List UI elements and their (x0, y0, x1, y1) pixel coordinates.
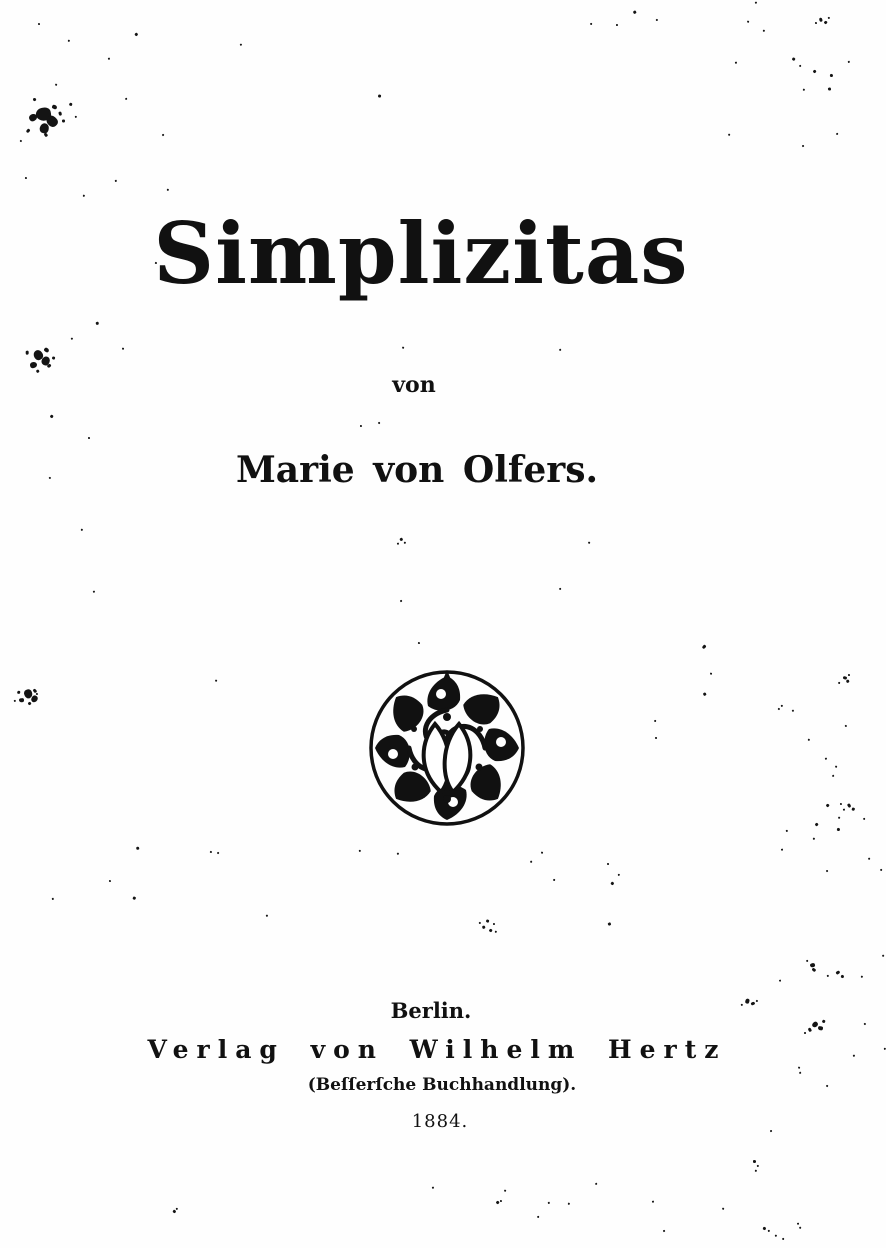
ink-speck (69, 102, 72, 106)
ink-speck (826, 870, 829, 872)
ink-speck (852, 807, 855, 811)
ink-speck (595, 1183, 597, 1185)
ink-speck (811, 967, 816, 972)
ink-speck (68, 40, 70, 42)
ink-speck (62, 120, 65, 123)
ink-speck (618, 874, 620, 876)
ink-speck (845, 725, 848, 728)
ink-speck (20, 140, 23, 143)
book-title: Simplizitas (153, 204, 689, 303)
ink-speck (500, 1200, 502, 1202)
ink-speck (418, 642, 420, 644)
ink-speck (755, 2, 758, 4)
ink-speck (482, 925, 485, 929)
ink-speck (71, 338, 74, 341)
ink-speck (14, 700, 16, 702)
ink-speck (210, 851, 213, 853)
ink-speck (125, 98, 127, 100)
foliate-rosette-ornament (367, 668, 527, 828)
ink-speck (768, 1230, 770, 1232)
ink-speck (588, 542, 591, 545)
ink-speck (775, 1235, 778, 1238)
ink-speck (378, 422, 381, 425)
ink-speck (808, 1027, 813, 1032)
ink-speck (43, 132, 48, 137)
ink-speck (400, 600, 403, 603)
ink-speck (838, 682, 840, 685)
ink-speck (397, 853, 400, 856)
ink-speck (559, 349, 561, 351)
ink-speck (802, 145, 805, 147)
ink-speck (868, 858, 871, 861)
ink-speck (122, 348, 124, 350)
ink-speck (843, 809, 845, 811)
ink-speck (728, 134, 731, 137)
ink-speck (799, 1227, 802, 1230)
ink-speck (495, 931, 497, 933)
ink-speck (96, 322, 99, 325)
ink-speck (656, 19, 659, 22)
ink-speck (133, 896, 137, 900)
ink-speck (136, 847, 139, 850)
ink-speck (701, 644, 706, 649)
ink-speck (548, 1202, 550, 1205)
ink-speck (404, 542, 406, 544)
ink-speck (176, 1208, 178, 1210)
ink-speck (846, 679, 849, 683)
ink-speck (38, 23, 40, 25)
ink-speck (88, 437, 90, 439)
ink-speck (847, 803, 852, 808)
ink-speck (792, 57, 796, 61)
ink-speck (835, 766, 838, 768)
imprint-publisher: Verlag von Wilhelm Hertz (147, 1035, 727, 1064)
imprint-publisher-note: (Beſſerſche Buchhandlung). (307, 1075, 577, 1095)
ink-speck (611, 881, 615, 885)
ink-speck (167, 189, 169, 191)
ink-speck (489, 928, 493, 932)
ink-speck (824, 20, 828, 24)
ink-speck (832, 775, 834, 777)
ink-speck (779, 980, 781, 982)
ink-speck (880, 869, 882, 871)
ink-speck (537, 1216, 539, 1218)
ink-speck (703, 692, 707, 696)
ornament-graphic (367, 668, 527, 828)
ink-speck (838, 817, 841, 820)
ink-speck (52, 898, 54, 901)
ink-speck (81, 529, 83, 531)
ink-speck (798, 1067, 800, 1069)
ink-speck (633, 10, 637, 14)
ink-speck (710, 673, 712, 675)
ink-speck (479, 922, 482, 925)
ink-speck (799, 65, 801, 67)
ink-speck (825, 758, 828, 760)
ink-speck (36, 693, 39, 695)
ink-speck (215, 680, 218, 682)
ink-speck (813, 69, 817, 73)
imprint-city: Berlin. (390, 998, 472, 1023)
ink-speck (863, 818, 865, 820)
ink-speck (46, 363, 51, 368)
ink-speck (837, 828, 841, 831)
ink-speck (782, 1238, 784, 1240)
ink-speck (360, 425, 362, 427)
ink-speck (813, 838, 816, 841)
ink-speck (50, 414, 54, 418)
ink-speck (607, 863, 609, 865)
byline-von: von (392, 372, 436, 398)
ink-speck (568, 1203, 570, 1206)
ink-speck (864, 1023, 867, 1026)
ink-speck (400, 537, 404, 541)
ink-speck (652, 1201, 654, 1203)
ink-speck (25, 351, 29, 355)
ink-speck (162, 134, 165, 137)
ink-speck (93, 591, 96, 593)
ink-speck (29, 361, 37, 369)
ink-speck (173, 1209, 177, 1213)
ink-speck (52, 357, 56, 360)
ink-speck (799, 1072, 801, 1074)
ink-speck (55, 84, 58, 86)
ink-speck (58, 111, 62, 116)
ink-speck (654, 720, 656, 722)
ink-speck (663, 1230, 666, 1232)
ink-speck (828, 88, 831, 91)
ink-speck (735, 62, 737, 64)
ink-speck (397, 543, 399, 545)
ink-speck (378, 95, 381, 98)
ink-speck (75, 116, 77, 118)
ink-speck (108, 58, 110, 60)
ink-speck (590, 23, 592, 26)
ink-speck (763, 1227, 767, 1230)
ink-speck (28, 701, 32, 705)
ink-speck (755, 1170, 757, 1172)
ink-speck (763, 30, 765, 32)
ink-speck (432, 1187, 434, 1189)
ink-speck (882, 955, 885, 958)
ink-speck (757, 1165, 760, 1168)
ink-speck (25, 177, 27, 179)
ink-speck (135, 32, 139, 36)
ink-speck (39, 123, 48, 134)
ink-speck (848, 61, 850, 64)
ink-speck (530, 861, 532, 864)
ink-speck (835, 970, 840, 975)
ink-speck (217, 852, 220, 855)
ink-speck (797, 1223, 799, 1225)
ink-speck (803, 89, 805, 92)
ink-speck (266, 915, 269, 918)
ink-speck (115, 180, 117, 183)
ink-speck (493, 923, 495, 925)
ink-speck (51, 104, 57, 110)
ink-speck (486, 920, 490, 923)
ink-speck (815, 822, 819, 826)
ink-speck (19, 698, 24, 703)
ink-speck (786, 830, 788, 832)
ink-speck (848, 674, 850, 676)
ink-speck (25, 128, 30, 133)
ink-speck (778, 708, 781, 711)
ink-speck (747, 21, 750, 23)
ink-speck (616, 24, 618, 26)
ink-speck (33, 98, 37, 101)
ink-speck (655, 737, 657, 739)
ink-speck (36, 369, 40, 373)
ink-speck (792, 710, 795, 713)
ink-speck (836, 133, 838, 135)
ink-speck (359, 850, 361, 852)
ink-speck (722, 1208, 725, 1211)
ink-speck (504, 1190, 507, 1192)
imprint-year: 1884. (411, 1111, 469, 1132)
ink-speck (109, 880, 111, 882)
ink-speck (781, 849, 783, 851)
ink-speck (402, 347, 405, 349)
ink-speck (841, 975, 845, 978)
ink-speck (781, 705, 783, 707)
ink-speck (826, 803, 830, 807)
ink-speck (43, 347, 50, 353)
ink-speck (753, 1160, 756, 1163)
ink-speck (541, 852, 543, 854)
ink-speck (17, 691, 20, 694)
ink-speck (559, 588, 561, 590)
author-name: Marie von Olfers. (235, 449, 599, 491)
ink-speck (553, 879, 555, 882)
ink-speck (840, 803, 842, 805)
ink-speck (806, 960, 808, 962)
ink-speck (861, 976, 864, 979)
ink-speck (818, 1026, 824, 1031)
ink-speck (83, 195, 85, 198)
ink-speck (240, 44, 243, 47)
ink-speck (30, 694, 39, 703)
ink-speck (815, 22, 817, 24)
ink-speck (808, 739, 810, 741)
ink-speck (830, 74, 833, 77)
ink-speck (804, 1032, 806, 1034)
ink-speck (827, 975, 829, 977)
ink-speck (828, 17, 831, 20)
ink-speck (608, 923, 612, 927)
ink-speck (819, 17, 823, 22)
